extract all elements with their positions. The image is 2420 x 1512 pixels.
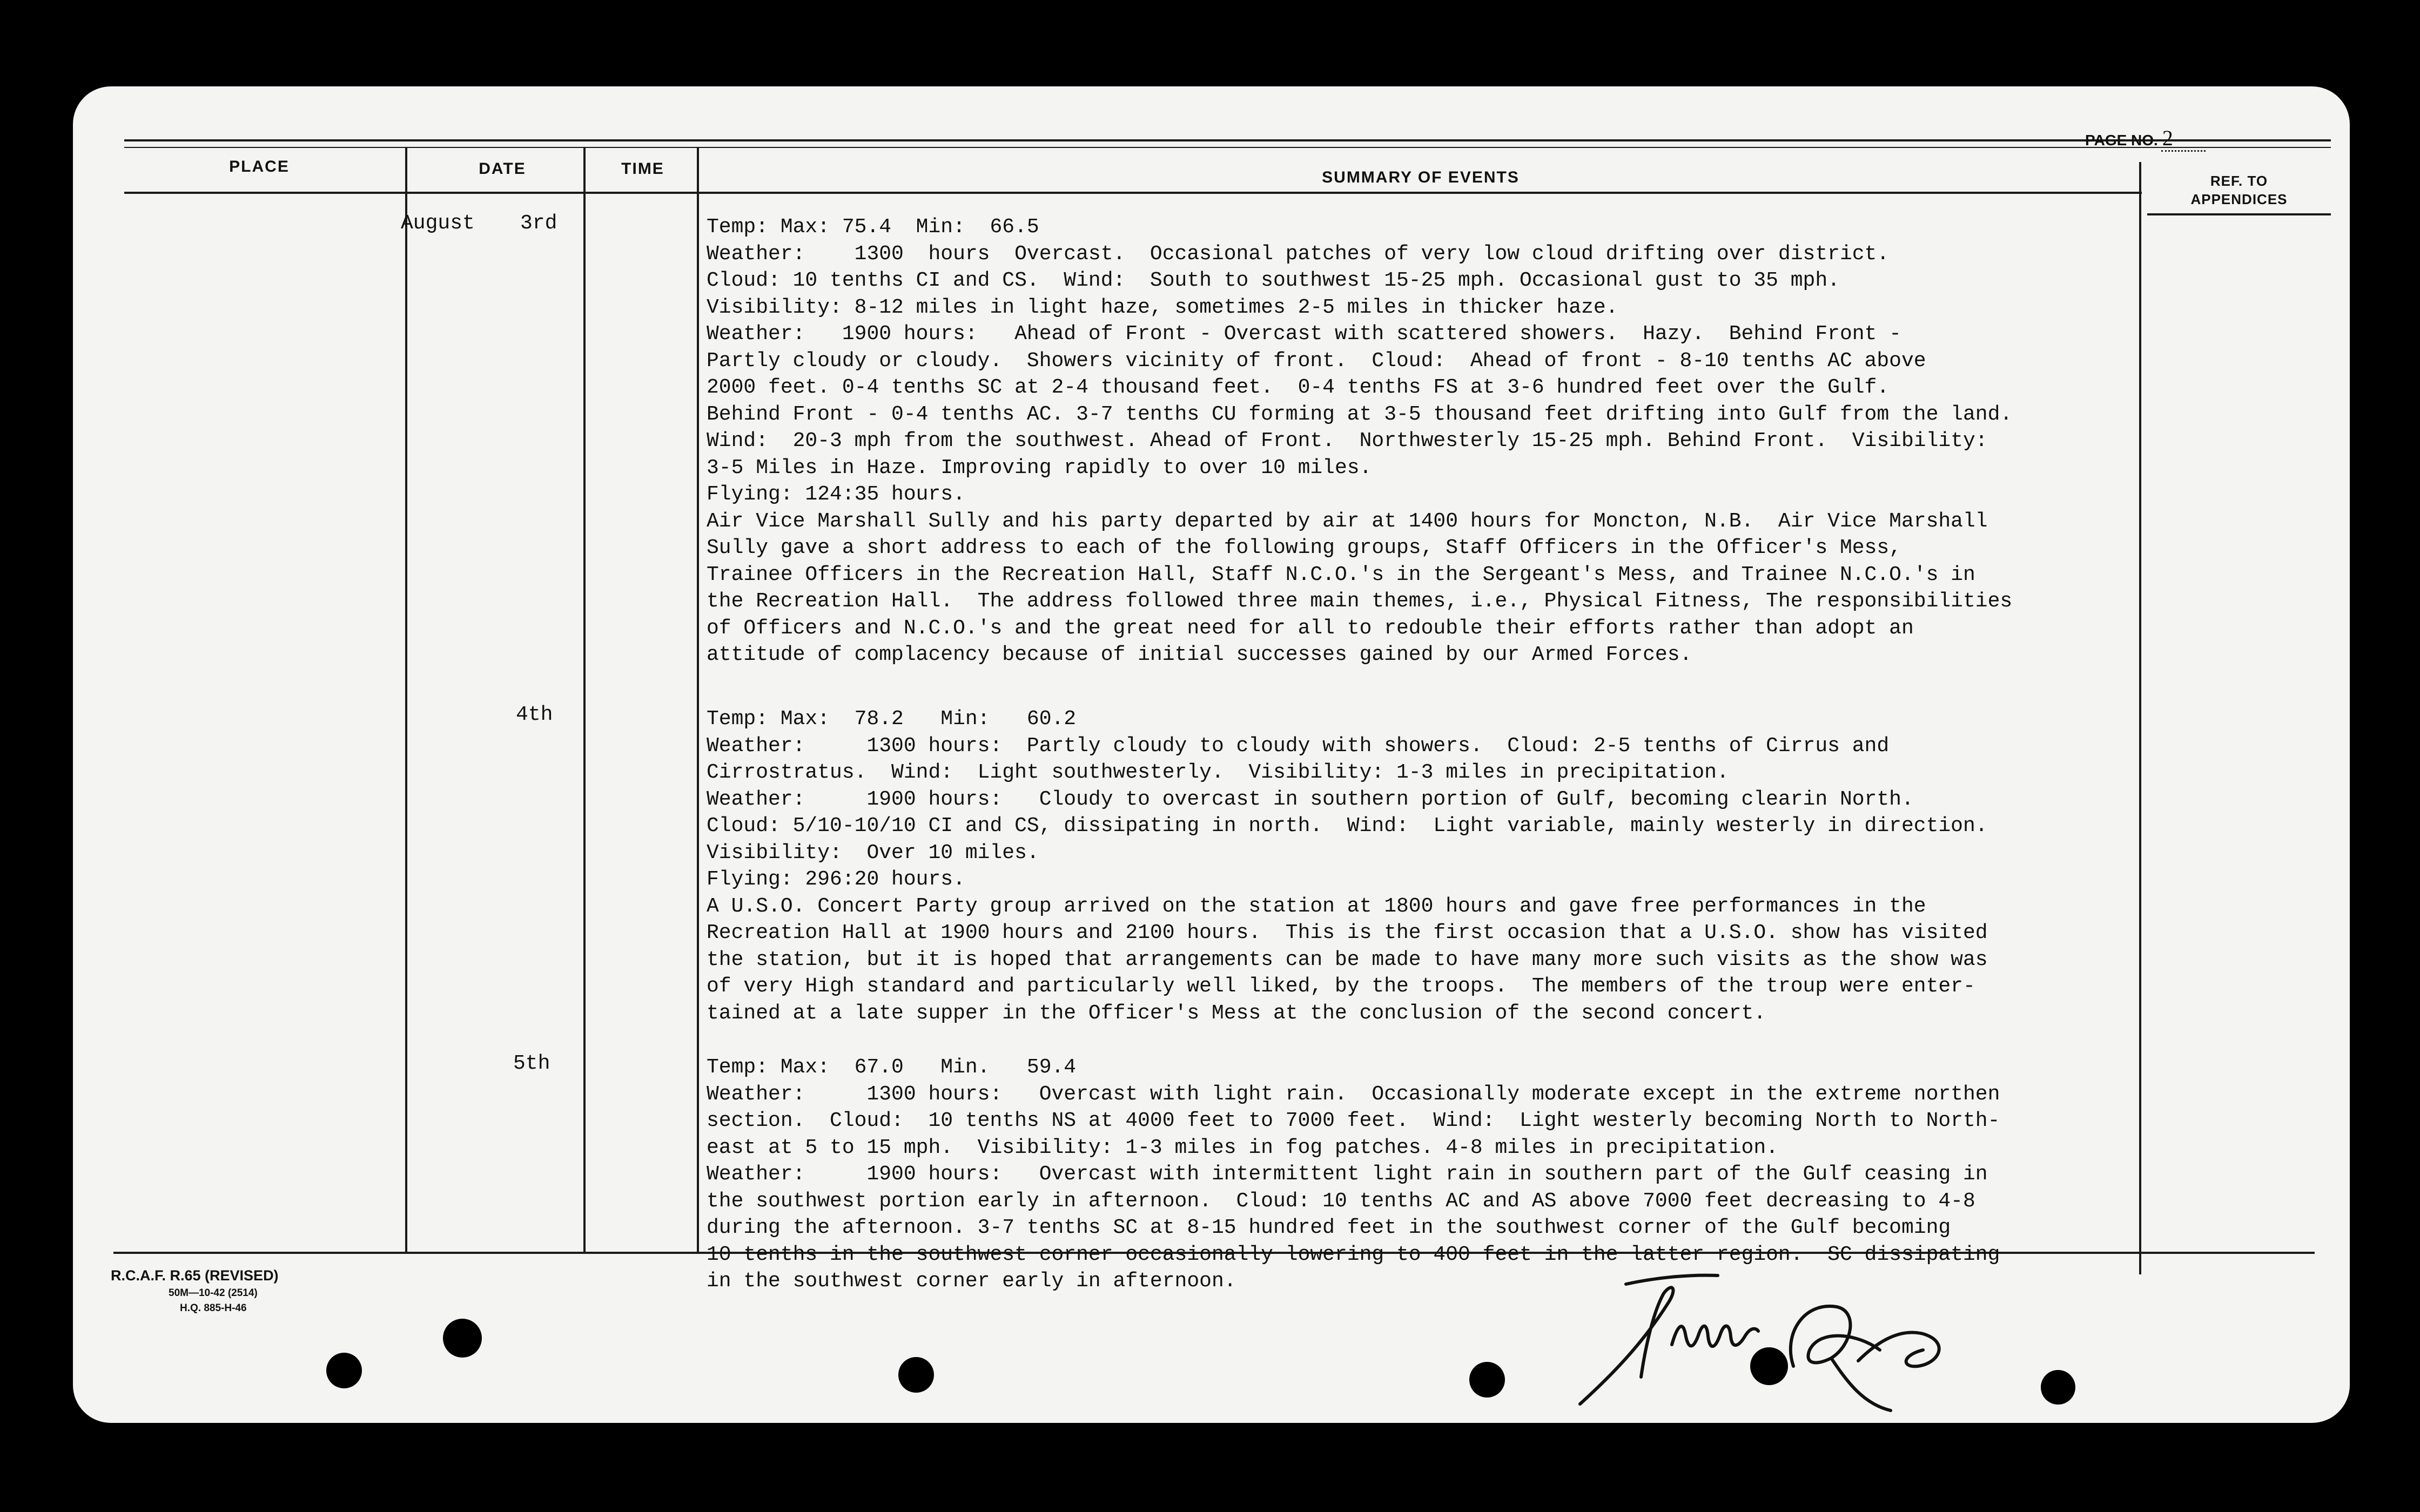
entry-line: Temp: Max: 78.2 Min: 60.2 [707, 707, 1077, 731]
ref-header-bottom-rule [2147, 213, 2331, 215]
date-day-4th: 4th [516, 703, 553, 726]
entry-august-4th [707, 706, 1988, 1027]
ref-header-line1: REF. TO [2210, 173, 2268, 189]
column-divider-summary [2139, 162, 2141, 1274]
entry-line: Weather: 1300 hours: Partly cloudy to cloudy with showers. Cloud: 2-5 tenths of Cirrus and [707, 734, 1890, 758]
binder-hole [326, 1353, 362, 1388]
handwritten-signature [1577, 1269, 2063, 1420]
entry-line: in the southwest corner early in afternoon. [707, 1270, 1236, 1293]
header-top-rule [124, 139, 2331, 141]
form-id-line3: H.Q. 885-H-46 [180, 1302, 247, 1314]
entry-line: Weather: 1900 hours: Ahead of Front - Overcast with scattered showers. Hazy. Behind Front - [707, 322, 1901, 346]
column-divider-time [697, 147, 699, 1254]
entry-line: A U.S.O. Concert Party group arrived on the station at 1800 hours and gave free performances in the [707, 894, 1926, 918]
entry-line: Weather: 1900 hours: Overcast with intermittent light rain in southern part of the Gulf ceasing in [707, 1163, 1988, 1186]
column-header-time: TIME [621, 160, 664, 178]
entry-line: Partly cloudy or cloudy. Showers vicinity of front. Cloud: Ahead of front - 8-10 tenths AC above [707, 349, 1926, 373]
date-month: August [401, 212, 475, 235]
entry-line: Flying: 124:35 hours. [707, 483, 965, 506]
entry-line: Weather: 1300 hours: Overcast with light rain. Occasionally moderate except in the extreme northen [707, 1082, 2000, 1106]
date-day-3rd: 3rd [520, 212, 557, 235]
entry-line: of very High standard and particularly well liked, by the troops. The members of the troup were enter- [707, 975, 1975, 998]
entry-line: 10 tenths in the southwest corner occasionally lowering to 400 feet in the latter region. SC dissipating [707, 1243, 2000, 1266]
entry-line: Cloud: 10 tenths CI and CS. Wind: South to southwest 15-25 mph. Occasional gust to 35 mph. [707, 269, 1840, 292]
entry-line: Cloud: 5/10-10/10 CI and CS, dissipating in north. Wind: Light variable, mainly westerly in direction. [707, 814, 1988, 838]
binder-hole [1469, 1362, 1505, 1398]
entry-line: east at 5 to 15 mph. Visibility: 1-3 miles in fog patches. 4-8 miles in precipitation. [707, 1136, 1778, 1159]
entry-august-3rd [707, 214, 2012, 669]
entry-line: 3-5 Miles in Haze. Improving rapidly to over 10 miles. [707, 456, 1372, 480]
entry-line: Cirrostratus. Wind: Light southwesterly. Visibility: 1-3 miles in precipitation. [707, 761, 1729, 784]
column-header-date: DATE [479, 160, 526, 178]
entry-line: Sully gave a short address to each of the following groups, Staff Officers in the Officer's Mess, [707, 536, 1901, 559]
column-divider-place [405, 147, 407, 1254]
entry-line: Recreation Hall at 1900 hours and 2100 hours. This is the first occasion that a U.S.O. show has visited [707, 921, 1988, 944]
entry-line: during the afternoon. 3-7 tenths SC at 8-15 hundred feet in the southwest corner of the Gulf becoming [707, 1216, 1951, 1239]
entry-line: Weather: 1900 hours: Cloudy to overcast in southern portion of Gulf, becoming clearin North. [707, 787, 1914, 811]
entry-line: Visibility: Over 10 miles. [707, 841, 1039, 865]
entry-line: Flying: 296:20 hours. [707, 868, 965, 891]
entry-line: of Officers and N.C.O.'s and the great need for all to redouble their efforts rather than adopt an [707, 616, 1914, 640]
column-header-place: PLACE [229, 158, 290, 176]
form-id-line2: 50M—10-42 (2514) [169, 1287, 258, 1299]
column-header-ref [2147, 172, 2331, 208]
date-day-5th: 5th [513, 1052, 550, 1075]
entry-line: Trainee Officers in the Recreation Hall, Staff N.C.O.'s in the Sergeant's Mess, and Trainee N.C.O.'s in [707, 563, 1975, 586]
header-bottom-rule [124, 192, 2142, 194]
entry-line: Visibility: 8-12 miles in light haze, sometimes 2-5 miles in thicker haze. [707, 295, 1618, 319]
entry-line: Air Vice Marshall Sully and his party departed by air at 1400 hours for Moncton, N.B. Air Vice Marshall [707, 509, 1988, 533]
binder-hole [443, 1319, 482, 1358]
entry-line: Weather: 1300 hours Overcast. Occasional patches of very low cloud drifting over district. [707, 242, 1890, 266]
entry-line: Behind Front - 0-4 tenths AC. 3-7 tenths CU forming at 3-5 thousand feet drifting into Gulf from the land. [707, 402, 2013, 426]
entry-line: attitude of complacency because of initial successes gained by our Armed Forces. [707, 643, 1692, 666]
entry-line: Temp: Max: 75.4 Min: 66.5 [707, 215, 1039, 239]
header-top-rule-2 [124, 147, 2331, 148]
entry-line: 2000 feet. 0-4 tenths SC at 2-4 thousand feet. 0-4 tenths FS at 3-6 hundred feet over the Gulf. [707, 376, 1890, 399]
entry-line: the Recreation Hall. The address followed three main themes, i.e., Physical Fitness, The responsibilities [707, 590, 2013, 613]
entry-line: the southwest portion early in afternoon. Cloud: 10 tenths AC and AS above 7000 feet decreasing to 4-8 [707, 1189, 1975, 1213]
page-number: PAGE NO. 2 [2085, 125, 2206, 151]
entry-august-5th [707, 1054, 2000, 1295]
column-header-summary: SUMMARY OF EVENTS [1322, 168, 1520, 186]
entry-line: Wind: 20-3 mph from the southwest. Ahead of Front. Northwesterly 15-25 mph. Behind Front. Visibility: [707, 429, 1988, 453]
form-id-line1: R.C.A.F. R.65 (REVISED) [111, 1267, 279, 1284]
entry-line: the station, but it is hoped that arrangements can be made to have many more such visits as the show was [707, 948, 1988, 971]
ref-header-line2: APPENDICES [2190, 191, 2288, 207]
entry-line: Temp: Max: 67.0 Min. 59.4 [707, 1056, 1077, 1079]
column-divider-date [583, 147, 586, 1254]
binder-hole [898, 1357, 934, 1393]
entry-line: tained at a late supper in the Officer's Mess at the conclusion of the second concert. [707, 1001, 1766, 1025]
entry-line: section. Cloud: 10 tenths NS at 4000 feet to 7000 feet. Wind: Light westerly becoming North to North- [707, 1109, 2000, 1132]
